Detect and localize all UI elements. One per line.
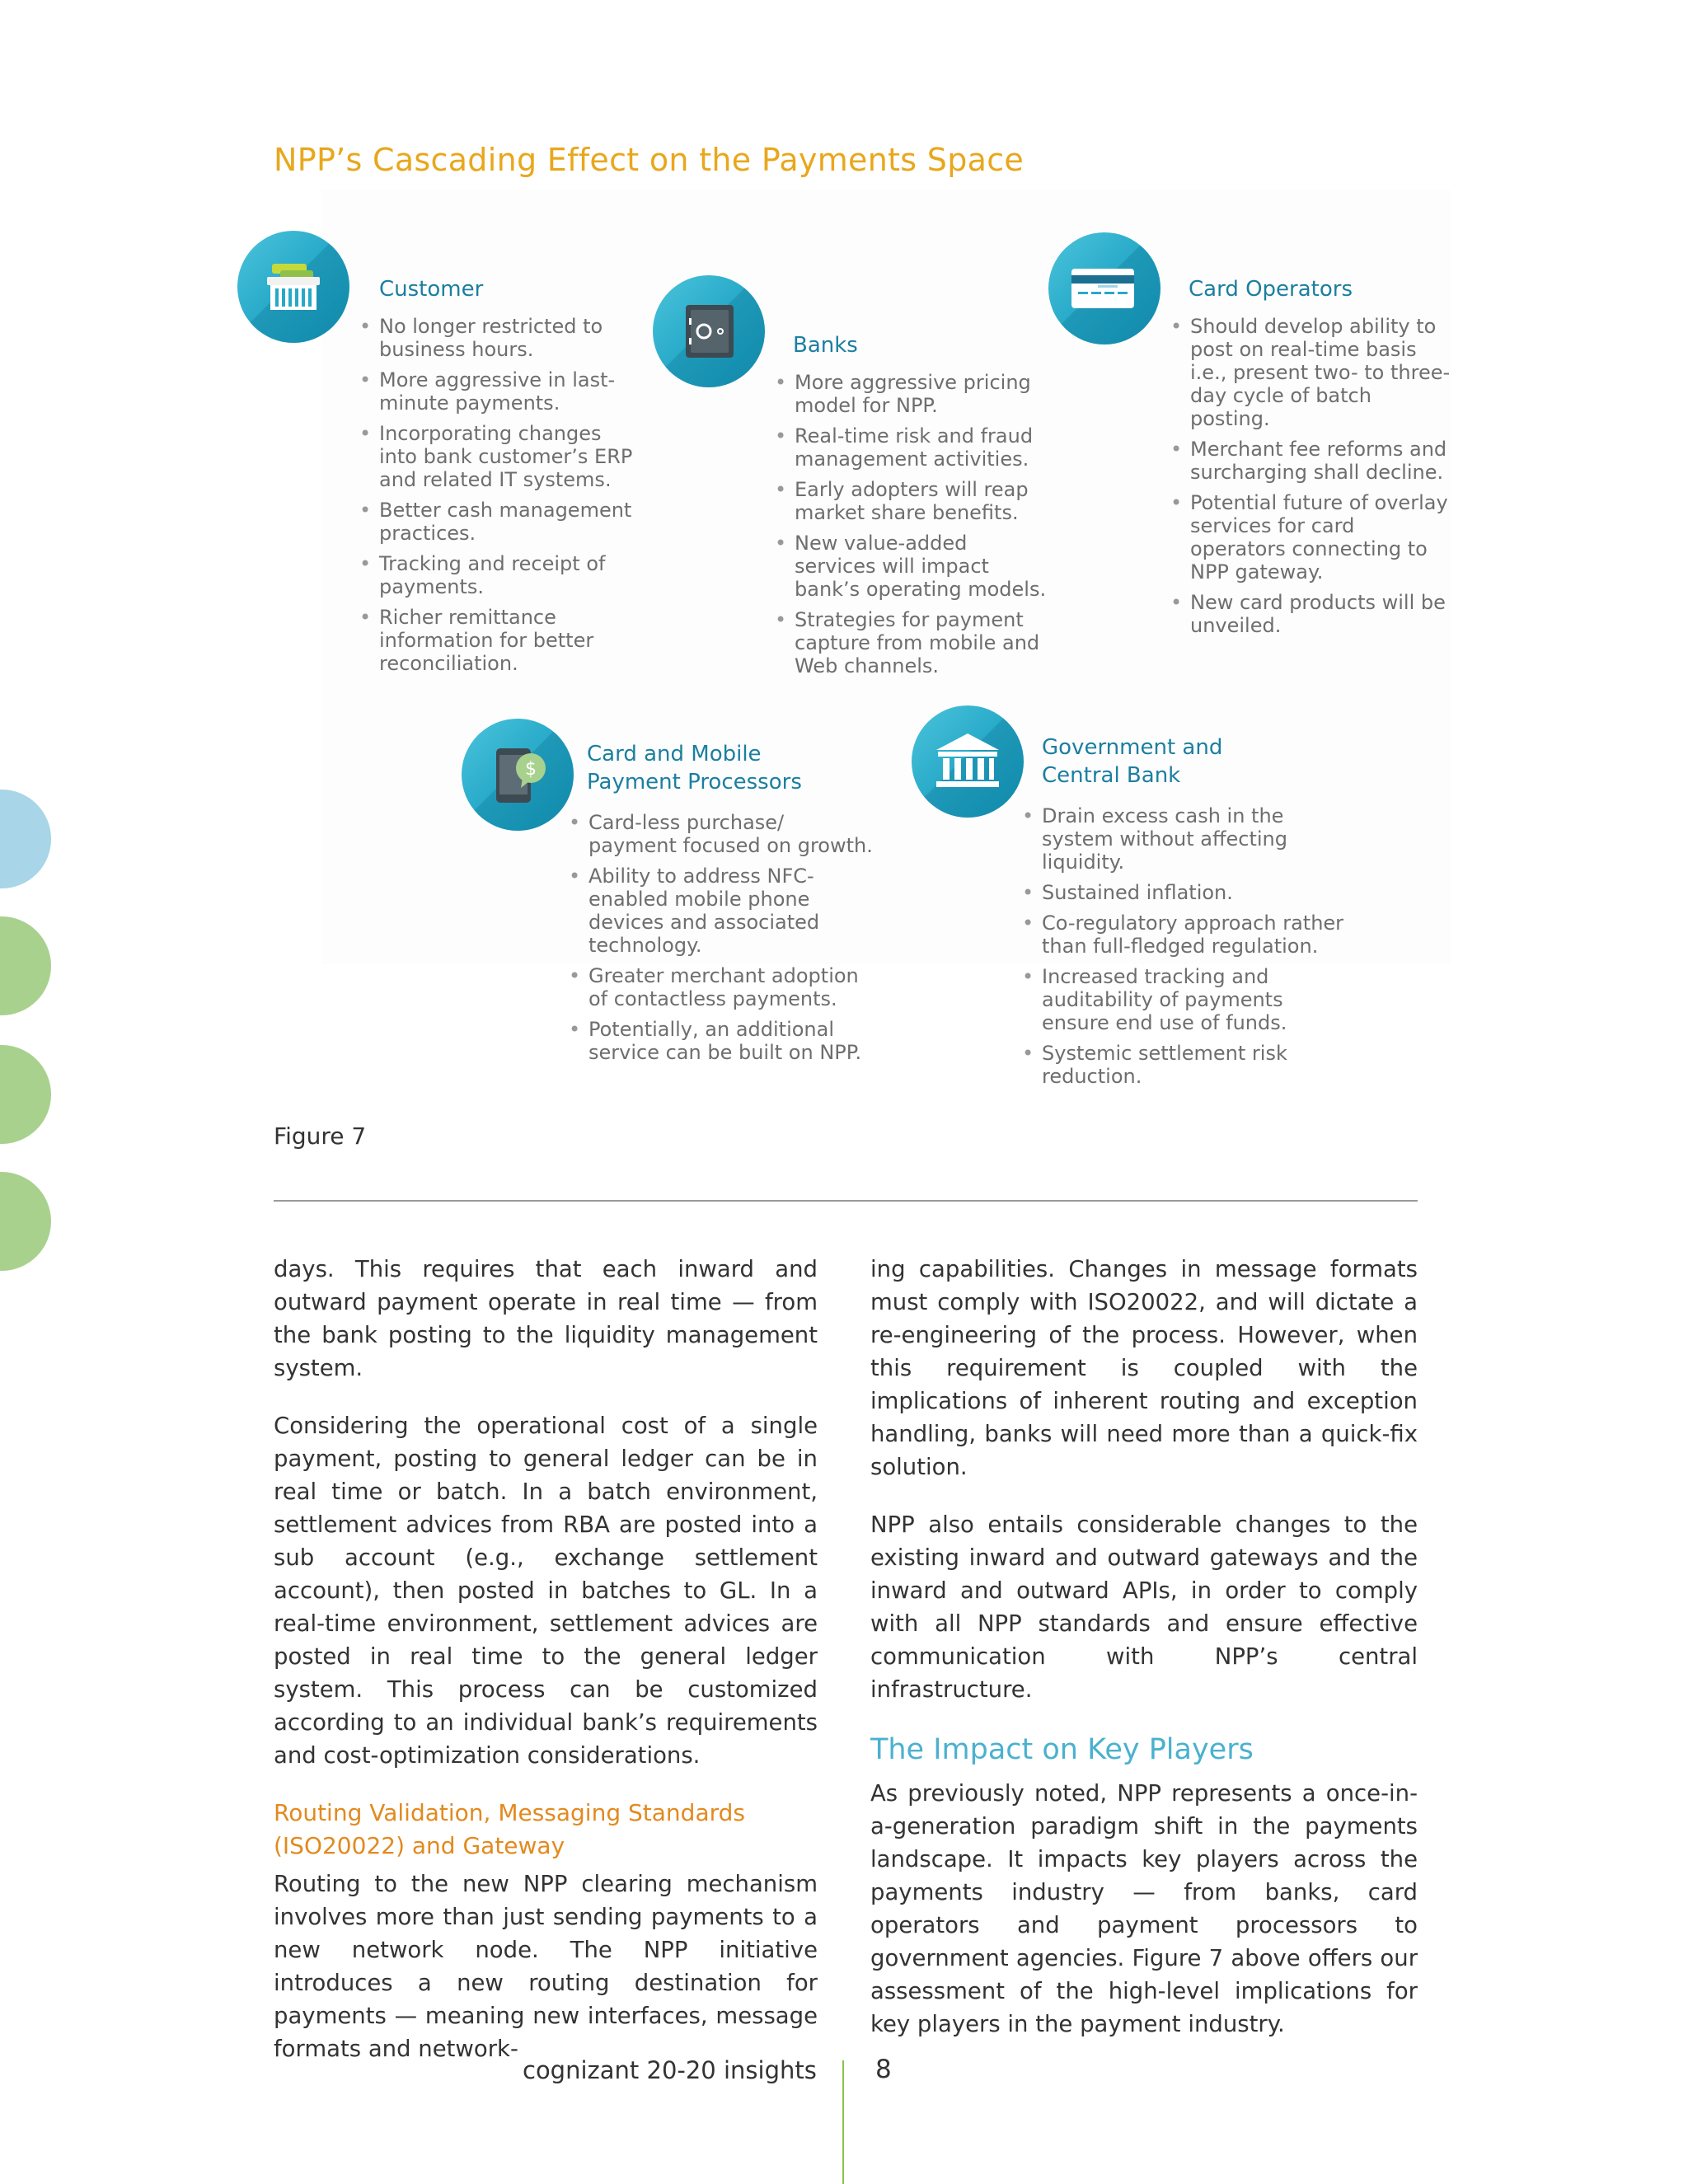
side-dot-green-3 xyxy=(0,1172,51,1271)
list-item: • Tracking and receipt of payments. xyxy=(359,552,640,598)
paragraph: Considering the operational cost of a single payment, posting to general ledger can be in real time or batch. In a batch environment, settlement advices from RBA are posted into a sub account (e.g., exchange settlement account), then posted in batches to GL. In a real-time environment, settlement advices are posted in real time to the general ledger system. This process can be customized according to an individual bank’s requirements and cost-optimization considerations. xyxy=(274,1413,818,1769)
paragraph: NPP also entails considerable changes to the existing inward and outward gateways and the inward and outward APIs, in order to comply with all NPP standards and ensure effective communication with NPP’s central infrastructure. xyxy=(870,1511,1418,1703)
shopping-basket-icon xyxy=(237,231,349,343)
list-item: • Card-less purchase/ payment focused on growth. xyxy=(569,811,874,857)
list-item: • Potentially, an additional service can be built on NPP. xyxy=(569,1018,874,1064)
body-column-left xyxy=(274,1253,818,2065)
figure-title: NPP’s Cascading Effect on the Payments Space xyxy=(274,142,1025,178)
list-item: • Ability to address NFC-enabled mobile phone devices and associated technology. xyxy=(569,865,874,957)
player-title-customer: Customer xyxy=(379,277,484,302)
list-item: • Co-regulatory approach rather than full-fledged regulation. xyxy=(1022,912,1352,958)
subheading-line-2: (ISO20022) and Gateway xyxy=(274,1832,565,1859)
body-column-right xyxy=(870,1253,1418,2041)
svg-text:$: $ xyxy=(525,759,537,780)
paragraph: As previously noted, NPP represents a once-in-a-generation paradigm shift in the payments landscape. It impacts key players across the payments industry — from banks, card operators and payment processors to government agencies. Figure 7 above offers our assessment of the high-level implications for key players in the payment industry. xyxy=(870,1780,1418,2037)
list-item: • No longer restricted to business hours. xyxy=(359,315,640,361)
list-item: • New card products will be unveiled. xyxy=(1170,591,1451,637)
side-dot-green-2 xyxy=(0,1045,51,1144)
side-dot-blue xyxy=(0,790,51,888)
page-number: 8 xyxy=(875,2055,892,2084)
side-dot-green-1 xyxy=(0,916,51,1015)
list-item: • Strategies for payment capture from mobile and Web channels. xyxy=(775,608,1047,677)
player-title-banks: Banks xyxy=(793,333,858,358)
player-title-card-operators: Card Operators xyxy=(1189,277,1353,302)
safe-icon xyxy=(653,275,765,387)
paragraph: Routing to the new NPP clearing mechanism involves more than just sending payments to a new network node. The NPP initiative introduces a new routing destination for payments — meaning new interfaces, message formats and network- xyxy=(274,1871,818,2062)
government-building-icon xyxy=(912,705,1024,818)
banks-list xyxy=(775,371,1047,685)
footer-divider xyxy=(842,2060,844,2184)
mobile-payment-icon xyxy=(462,719,574,831)
paragraph: days. This requires that each inward and outward payment operate in real time — from the bank posting to the liquidity management system. xyxy=(274,1256,818,1381)
player-title-government-2: Central Bank xyxy=(1042,763,1181,788)
card-mobile-list xyxy=(569,811,874,1071)
footer-brand: cognizant 20-20 insights xyxy=(523,2056,817,2084)
list-item: • Early adopters will reap market share benefits. xyxy=(775,478,1047,524)
list-item: • More aggressive in last-minute payments. xyxy=(359,368,640,415)
list-item: • Richer remittance information for better reconciliation. xyxy=(359,606,640,675)
list-item: • Increased tracking and auditability of payments ensure end use of funds. xyxy=(1022,965,1352,1034)
subheading-line-1: Routing Validation, Messaging Standards xyxy=(274,1799,745,1826)
list-item: • Greater merchant adoption of contactless payments. xyxy=(569,964,874,1010)
list-item: • New value-added services will impact bank’s operating models. xyxy=(775,532,1047,601)
list-item: • More aggressive pricing model for NPP. xyxy=(775,371,1047,417)
player-title-government-1: Government and xyxy=(1042,735,1223,760)
list-item: • Better cash management practices. xyxy=(359,499,640,545)
section-divider xyxy=(274,1200,1418,1202)
credit-card-icon xyxy=(1048,232,1160,344)
player-title-card-mobile-1: Card and Mobile xyxy=(587,742,762,766)
list-item: • Drain excess cash in the system without affecting liquidity. xyxy=(1022,804,1352,874)
card-operators-list xyxy=(1170,315,1451,644)
section-heading: The Impact on Key Players xyxy=(870,1733,1254,1766)
paragraph: ing capabilities. Changes in message formats must comply with ISO20022, and will dictate a re-engineering of the process. However, when this requirement is coupled with the implications of inherent routing and exception handling, banks will need more than a quick-fix solution. xyxy=(870,1256,1418,1480)
list-item: • Potential future of overlay services for card operators connecting to NPP gateway. xyxy=(1170,491,1451,583)
list-item: • Should develop ability to post on real-time basis i.e., present two- to three-day cycle of batch posting. xyxy=(1170,315,1451,430)
figure-caption: Figure 7 xyxy=(274,1122,367,1150)
list-item: • Systemic settlement risk reduction. xyxy=(1022,1042,1352,1088)
list-item: • Merchant fee reforms and surcharging shall decline. xyxy=(1170,438,1451,484)
list-item: • Incorporating changes into bank customer’s ERP and related IT systems. xyxy=(359,422,640,491)
list-item: • Real-time risk and fraud management activities. xyxy=(775,424,1047,471)
customer-list xyxy=(359,315,640,682)
government-list xyxy=(1022,804,1352,1095)
list-item: • Sustained inflation. xyxy=(1022,881,1352,904)
player-title-card-mobile-2: Payment Processors xyxy=(587,770,802,794)
